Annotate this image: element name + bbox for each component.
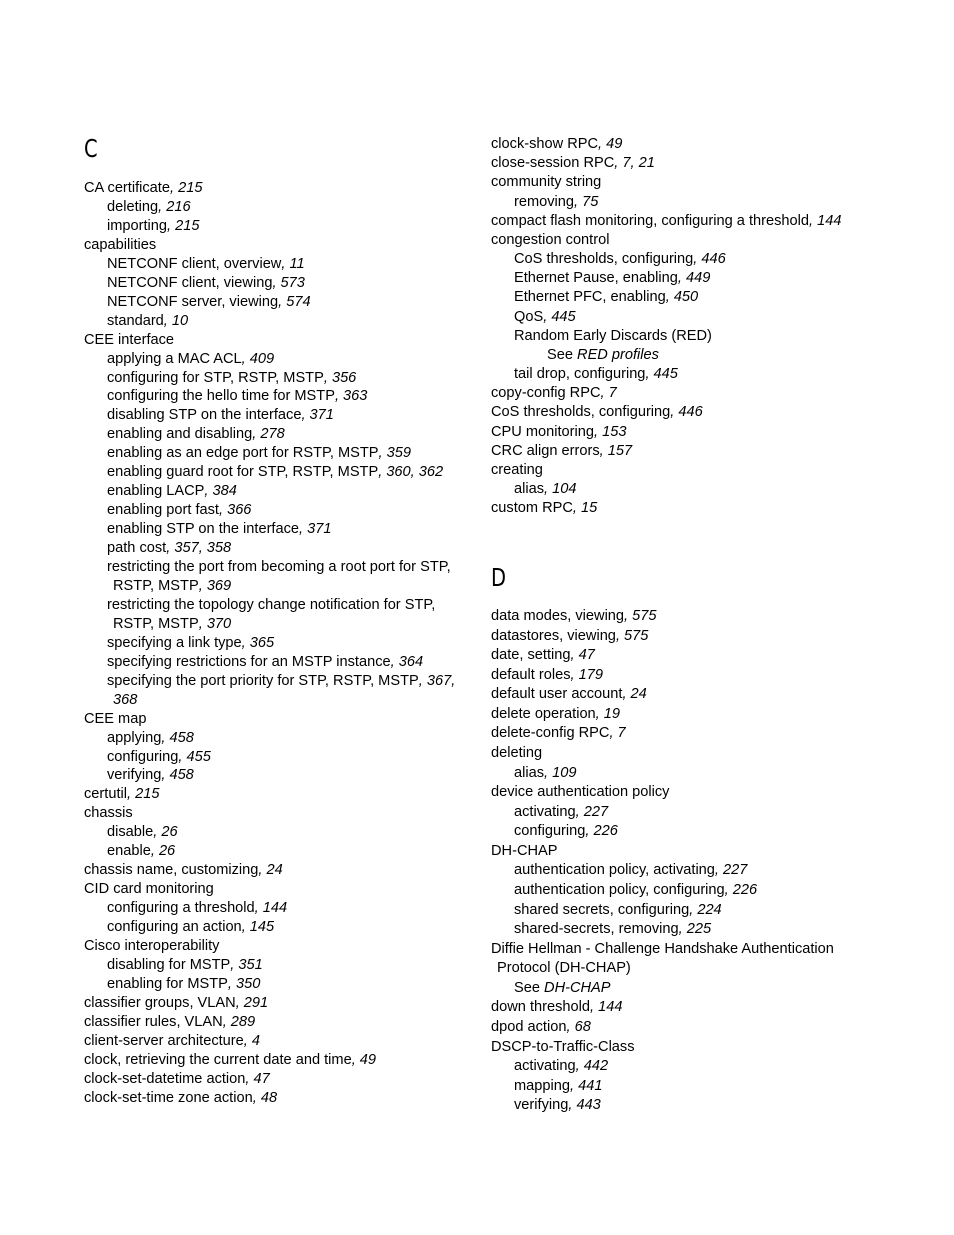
page-reference[interactable]: 104 xyxy=(552,481,577,498)
page-reference[interactable]: 574 xyxy=(286,293,311,310)
index-entry xyxy=(491,783,669,801)
index-entry xyxy=(491,231,609,249)
see-reference-label: See xyxy=(547,346,573,363)
index-entry: shared-secrets, removing, 225 xyxy=(514,921,712,938)
index-entry xyxy=(84,880,214,898)
page-reference[interactable]: 10 xyxy=(171,312,189,329)
index-entry: disabling STP on the interface, 371 xyxy=(107,407,334,424)
index-entry: shared secrets, configuring, 224 xyxy=(514,901,722,918)
page-reference[interactable]: 384 xyxy=(212,483,237,500)
index-entry xyxy=(491,744,542,762)
index-entry: activating, 442 xyxy=(514,1058,609,1075)
page-reference[interactable]: 179 xyxy=(578,666,603,683)
page-reference[interactable]: 278 xyxy=(260,426,285,443)
page-reference[interactable]: 365 xyxy=(249,634,275,651)
index-entry: client-server architecture, 4 xyxy=(84,1032,261,1049)
index-term: disabling STP on the interface xyxy=(107,407,302,424)
index-entry: date, setting, 47 xyxy=(491,647,595,664)
page-reference[interactable]: 48 xyxy=(260,1089,278,1106)
page-reference[interactable]: 109 xyxy=(552,764,577,781)
page-reference[interactable]: 26 xyxy=(161,824,178,841)
index-term: delete-config RPC xyxy=(491,725,610,742)
index-term: RSTP, MSTP xyxy=(113,577,199,594)
page-reference[interactable]: 7 xyxy=(608,385,617,402)
index-entry: enabling for MSTP, 350 xyxy=(107,975,261,992)
index-term: configuring for STP, RSTP, MSTP xyxy=(107,369,324,386)
index-term: Cisco interoperability xyxy=(84,938,220,954)
index-entry xyxy=(113,691,137,709)
index-entry xyxy=(514,327,712,345)
index-entry: clock-set-time zone action, 48 xyxy=(84,1089,278,1106)
index-entry xyxy=(514,979,611,997)
index-entry: authentication policy, activating, 227 xyxy=(514,862,748,879)
index-term: CoS thresholds, configuring xyxy=(514,251,694,268)
index-entry: configuring, 226 xyxy=(514,823,618,840)
index-term: enable xyxy=(107,843,151,860)
index-entry: classifier groups, VLAN, 291 xyxy=(84,994,269,1011)
index-entry: default user account, 24 xyxy=(491,686,647,703)
page-reference[interactable]: 351 xyxy=(238,956,263,973)
index-term: deleting xyxy=(491,744,543,761)
index-term: DSCP-to-Traffic-Class xyxy=(491,1038,635,1055)
index-term: CPU monitoring xyxy=(491,423,595,440)
page-reference[interactable]: 144 xyxy=(598,999,623,1016)
index-term: enabling guard root for STP, RSTP, MSTP xyxy=(107,464,379,481)
index-entry: verifying, 458 xyxy=(107,767,194,784)
index-term: path cost xyxy=(107,540,167,557)
index-term: CRC align errors xyxy=(491,442,600,459)
index-entry: specifying the port priority for STP, RSTP, MSTP, 367, xyxy=(107,672,456,689)
index-term: clock-set-time zone action xyxy=(84,1089,253,1106)
index-term: removing xyxy=(514,193,575,210)
index-entry: specifying restrictions for an MSTP instance, 364 xyxy=(107,653,424,670)
page-reference[interactable]: 291 xyxy=(243,994,269,1011)
page-reference[interactable]: 371 xyxy=(309,407,334,424)
section-letter-c: C xyxy=(84,134,98,163)
index-entry: alias, 104 xyxy=(514,481,577,498)
index-entry: data modes, viewing, 575 xyxy=(491,608,657,624)
page-reference[interactable]: 368 xyxy=(113,691,138,708)
index-term: restricting the topology change notification for STP, xyxy=(107,596,436,613)
index-term: shared-secrets, removing xyxy=(514,921,679,938)
index-term: classifier rules, VLAN xyxy=(84,1013,223,1030)
index-entry: applying a MAC ACL, 409 xyxy=(107,350,275,367)
index-term: client-server architecture xyxy=(84,1032,244,1049)
index-term: classifier groups, VLAN xyxy=(84,994,236,1011)
index-entry: copy-config RPC, 7 xyxy=(491,385,617,402)
index-term: disabling for MSTP xyxy=(107,956,231,973)
index-entry: delete operation, 19 xyxy=(491,705,621,722)
page-reference[interactable]: 357, 358 xyxy=(174,540,232,557)
page-reference[interactable]: 443 xyxy=(576,1097,601,1114)
page-reference[interactable]: 455 xyxy=(186,748,211,765)
index-entry: NETCONF client, viewing, 573 xyxy=(107,274,305,291)
index-entry: CPU monitoring, 153 xyxy=(491,423,627,440)
index-term: NETCONF client, overview xyxy=(107,255,282,272)
index-term: close-session RPC xyxy=(491,155,615,172)
index-term: disable xyxy=(107,824,154,841)
index-entry: close-session RPC, 7, 21 xyxy=(491,155,655,172)
index-term: clock, retrieving the current date and time xyxy=(84,1051,352,1068)
index-term: Diffie Hellman - Challenge Handshake Authentication xyxy=(491,940,834,957)
index-term: standard xyxy=(107,312,164,329)
index-entry xyxy=(491,940,834,958)
index-term: QoS xyxy=(514,308,544,325)
index-entry: CoS thresholds, configuring, 446 xyxy=(514,251,726,268)
page-reference[interactable]: 153 xyxy=(602,423,627,440)
index-term: dpod action xyxy=(491,1018,567,1035)
index-term: alias xyxy=(514,764,545,781)
index-term: CEE interface xyxy=(84,331,175,348)
page-reference[interactable]: 442 xyxy=(583,1058,609,1075)
index-entry: configuring for STP, RSTP, MSTP, 356 xyxy=(107,369,357,386)
page-reference[interactable]: 224 xyxy=(697,901,722,918)
page-reference[interactable]: 47 xyxy=(578,647,595,664)
index-term: CoS thresholds, configuring xyxy=(491,404,671,421)
index-entry: clock-show RPC, 49 xyxy=(491,136,623,152)
index-entry: CRC align errors, 157 xyxy=(491,442,633,459)
index-term: default user account xyxy=(491,686,623,703)
index-entry: datastores, viewing, 575 xyxy=(491,627,649,644)
page-reference[interactable]: 215 xyxy=(178,180,203,196)
index-term: activating xyxy=(514,803,576,820)
index-entry: NETCONF server, viewing, 574 xyxy=(107,293,311,310)
page-reference[interactable]: 19 xyxy=(603,705,621,722)
index-entry: CoS thresholds, configuring, 446 xyxy=(491,404,703,421)
page-reference[interactable]: 369 xyxy=(206,577,232,594)
index-term: configuring xyxy=(514,823,586,840)
index-term: RSTP, MSTP xyxy=(113,615,199,632)
index-entry: enabling LACP, 384 xyxy=(107,483,237,500)
page-reference[interactable]: 445 xyxy=(653,366,678,383)
index-entry xyxy=(491,173,601,191)
page-reference[interactable]: 68 xyxy=(574,1018,591,1035)
page-reference[interactable]: 24 xyxy=(266,862,283,879)
index-term: Random Early Discards (RED) xyxy=(514,327,712,344)
page-reference[interactable]: 289 xyxy=(230,1013,256,1030)
index-term: enabling for MSTP xyxy=(107,975,228,992)
page-reference[interactable]: 360, 362 xyxy=(386,464,444,481)
index-term: verifying xyxy=(514,1097,569,1114)
index-term: device authentication policy xyxy=(491,784,670,801)
index-entry: disabling for MSTP, 351 xyxy=(107,956,263,973)
index-term: shared secrets, configuring xyxy=(514,901,690,918)
index-entry: alias, 109 xyxy=(514,764,577,781)
index-entry: deleting, 216 xyxy=(107,198,191,215)
index-term: NETCONF server, viewing xyxy=(107,293,279,310)
index-term: CA certificate xyxy=(84,180,170,196)
page-reference[interactable]: 449 xyxy=(686,270,711,287)
page-reference[interactable]: 441 xyxy=(578,1077,603,1094)
index-term: enabling port fast xyxy=(107,502,219,519)
index-entry: delete-config RPC, 7 xyxy=(491,725,626,742)
index-term: clock-show RPC xyxy=(491,136,599,152)
index-entry xyxy=(497,959,631,977)
index-entry: clock, retrieving the current date and time, 49 xyxy=(84,1051,377,1068)
index-term: verifying xyxy=(107,767,162,784)
index-entry: RSTP, MSTP, 370 xyxy=(113,615,232,632)
index-entry: enabling as an edge port for RSTP, MSTP, 359 xyxy=(107,445,411,462)
page-reference[interactable]: 144 xyxy=(817,212,842,229)
page-reference[interactable]: 4 xyxy=(251,1032,261,1049)
index-entry xyxy=(84,236,156,254)
index-term: specifying the port priority for STP, RSTP, MSTP xyxy=(107,672,419,689)
index-entry: removing, 75 xyxy=(514,193,599,210)
index-entry xyxy=(547,346,659,364)
page-reference[interactable]: 144 xyxy=(262,900,288,917)
index-term: NETCONF client, viewing xyxy=(107,274,273,291)
page-reference[interactable]: 227 xyxy=(583,803,609,820)
index-term: congestion control xyxy=(491,231,610,248)
index-entry: enable, 26 xyxy=(107,843,176,860)
page-reference[interactable]: 24 xyxy=(630,686,647,703)
index-entry: certutil, 215 xyxy=(84,786,160,803)
page-reference[interactable]: 49 xyxy=(359,1051,377,1068)
see-reference-target[interactable]: RED profiles xyxy=(577,346,659,363)
see-reference-label: See xyxy=(514,979,540,996)
index-term: custom RPC xyxy=(491,500,573,517)
index-term: chassis xyxy=(84,805,133,822)
index-term: enabling STP on the interface xyxy=(107,521,300,538)
index-term: configuring an action xyxy=(107,919,242,936)
index-entry: down threshold, 144 xyxy=(491,999,623,1016)
index-entry: QoS, 445 xyxy=(514,308,576,325)
index-term: restricting the port from becoming a root port for STP, xyxy=(107,559,451,575)
index-term: deleting xyxy=(107,198,159,215)
page-reference[interactable]: 446 xyxy=(701,251,726,268)
index-entry xyxy=(491,461,543,479)
index-term: applying xyxy=(107,729,162,746)
index-term: chassis name, customizing xyxy=(84,862,259,879)
see-reference-target[interactable]: DH-CHAP xyxy=(544,979,611,996)
page-reference[interactable]: 215 xyxy=(135,786,160,803)
index-term: date, setting xyxy=(491,647,571,664)
page-reference[interactable]: 367, xyxy=(426,672,456,689)
index-term: activating xyxy=(514,1058,576,1075)
index-entry xyxy=(491,1038,635,1056)
page-reference[interactable]: 458 xyxy=(169,729,194,746)
index-term: datastores, viewing xyxy=(491,627,616,644)
index-entry: compact flash monitoring, configuring a threshold, 144 xyxy=(491,212,842,229)
index-term: data modes, viewing xyxy=(491,608,625,624)
index-term: creating xyxy=(491,461,543,478)
index-entry: tail drop, configuring, 445 xyxy=(514,366,678,383)
index-entry: enabling guard root for STP, RSTP, MSTP, 360, 362 xyxy=(107,464,444,481)
page-reference[interactable]: 366 xyxy=(227,502,252,519)
index-entry xyxy=(84,804,133,822)
page-reference[interactable]: 364 xyxy=(398,653,424,670)
page-reference[interactable]: 350 xyxy=(235,975,261,992)
index-entry: enabling STP on the interface, 371 xyxy=(107,521,332,538)
page-reference[interactable]: 573 xyxy=(280,274,305,291)
index-entry xyxy=(491,842,557,860)
index-entry xyxy=(84,331,174,349)
index-term: enabling as an edge port for RSTP, MSTP xyxy=(107,445,379,462)
page-reference[interactable]: 7, 21 xyxy=(622,155,655,172)
index-entry xyxy=(84,710,146,728)
index-term: applying a MAC ACL xyxy=(107,350,242,367)
index-term: specifying restrictions for an MSTP instance xyxy=(107,653,391,670)
index-entry: chassis name, customizing, 24 xyxy=(84,862,283,879)
index-entry: Ethernet Pause, enabling, 449 xyxy=(514,270,711,287)
page-reference[interactable]: 215 xyxy=(175,217,200,234)
page-reference[interactable]: 575 xyxy=(624,627,649,644)
page-reference[interactable]: 446 xyxy=(678,404,703,421)
page-reference[interactable]: 359 xyxy=(386,445,411,462)
index-entry: configuring, 455 xyxy=(107,748,211,765)
page-reference[interactable]: 157 xyxy=(607,442,633,459)
section-letter-d: D xyxy=(491,563,507,592)
index-entry: mapping, 441 xyxy=(514,1077,603,1094)
index-term: authentication policy, configuring xyxy=(514,881,725,898)
index-entry: Ethernet PFC, enabling, 450 xyxy=(514,289,699,306)
index-entry: default roles, 179 xyxy=(491,666,603,683)
page-reference[interactable]: 450 xyxy=(673,289,699,306)
page-reference[interactable]: 575 xyxy=(632,608,657,624)
page-reference[interactable]: 49 xyxy=(606,136,623,152)
index-entry xyxy=(107,596,435,614)
index-term: Ethernet PFC, enabling xyxy=(514,289,666,306)
page-reference[interactable]: 145 xyxy=(249,919,275,936)
index-term: configuring the hello time for MSTP xyxy=(107,388,335,405)
index-term: CID card monitoring xyxy=(84,881,214,898)
page-reference[interactable]: 363 xyxy=(343,388,368,405)
index-entry: specifying a link type, 365 xyxy=(107,634,275,651)
index-entry: applying, 458 xyxy=(107,729,194,746)
page-reference[interactable]: 226 xyxy=(732,881,758,898)
page-reference[interactable]: 15 xyxy=(581,500,598,517)
index-term: specifying a link type xyxy=(107,634,242,651)
index-entry: custom RPC, 15 xyxy=(491,500,598,517)
index-term: authentication policy, activating xyxy=(514,862,715,879)
index-entry: configuring a threshold, 144 xyxy=(107,900,288,917)
index-entry: CA certificate, 215 xyxy=(84,180,203,196)
index-term: Ethernet Pause, enabling xyxy=(514,270,678,287)
page-reference[interactable]: 370 xyxy=(206,615,232,632)
index-entry: dpod action, 68 xyxy=(491,1018,591,1035)
page-reference[interactable]: 371 xyxy=(307,521,332,538)
index-entry: configuring an action, 145 xyxy=(107,919,275,936)
page-reference[interactable]: 216 xyxy=(166,198,191,215)
page-reference[interactable]: 226 xyxy=(593,823,618,840)
index-entry: clock-set-datetime action, 47 xyxy=(84,1070,270,1087)
index-term: clock-set-datetime action xyxy=(84,1070,246,1087)
index-entry: NETCONF client, overview, 11 xyxy=(107,255,305,272)
page-reference[interactable]: 458 xyxy=(169,767,194,784)
index-term: configuring xyxy=(107,748,179,765)
index-entry xyxy=(84,937,219,955)
index-term: tail drop, configuring xyxy=(514,366,646,383)
page-reference[interactable]: 356 xyxy=(331,369,357,386)
index-term: configuring a threshold xyxy=(107,900,255,917)
index-entry: classifier rules, VLAN, 289 xyxy=(84,1013,256,1030)
index-term: compact flash monitoring, configuring a threshold xyxy=(491,212,809,229)
page-reference[interactable]: 11 xyxy=(289,255,305,272)
index-term: community string xyxy=(491,174,602,191)
page-reference[interactable]: 75 xyxy=(582,193,599,210)
index-entry: RSTP, MSTP, 369 xyxy=(113,577,232,594)
index-entry: configuring the hello time for MSTP, 363 xyxy=(107,388,368,405)
index-entry: disable, 26 xyxy=(107,824,178,841)
index-term: certutil xyxy=(84,786,127,803)
page-reference[interactable]: 227 xyxy=(723,862,748,879)
index-term: alias xyxy=(514,481,545,498)
index-entry: enabling port fast, 366 xyxy=(107,502,252,519)
index-entry: path cost, 357, 358 xyxy=(107,540,232,557)
index-entry xyxy=(107,558,451,576)
index-entry: verifying, 443 xyxy=(514,1097,601,1114)
page-reference[interactable]: 7 xyxy=(617,725,626,742)
index-term: importing xyxy=(107,217,168,234)
page-reference[interactable]: 47 xyxy=(253,1070,270,1087)
index-entry: standard, 10 xyxy=(107,312,189,329)
index-entry: authentication policy, configuring, 226 xyxy=(514,881,758,898)
index-term: capabilities xyxy=(84,236,157,253)
page-reference[interactable]: 445 xyxy=(551,308,576,325)
index-term: DH-CHAP xyxy=(491,842,558,859)
index-entry: activating, 227 xyxy=(514,803,609,820)
index-term: delete operation xyxy=(491,705,596,722)
page-reference[interactable]: 225 xyxy=(686,921,712,938)
index-term: enabling LACP xyxy=(107,483,205,500)
index-entry: enabling and disabling, 278 xyxy=(107,426,285,443)
index-term: copy-config RPC xyxy=(491,385,601,402)
index-term: CEE map xyxy=(84,710,147,727)
page-reference[interactable]: 26 xyxy=(158,843,176,860)
page-reference[interactable]: 409 xyxy=(249,350,275,367)
index-term: Protocol (DH-CHAP) xyxy=(497,960,631,977)
index-term: down threshold xyxy=(491,999,590,1016)
index-term: default roles xyxy=(491,666,571,683)
index-entry: importing, 215 xyxy=(107,217,200,234)
index-term: mapping xyxy=(514,1077,570,1094)
index-term: enabling and disabling xyxy=(107,426,253,443)
